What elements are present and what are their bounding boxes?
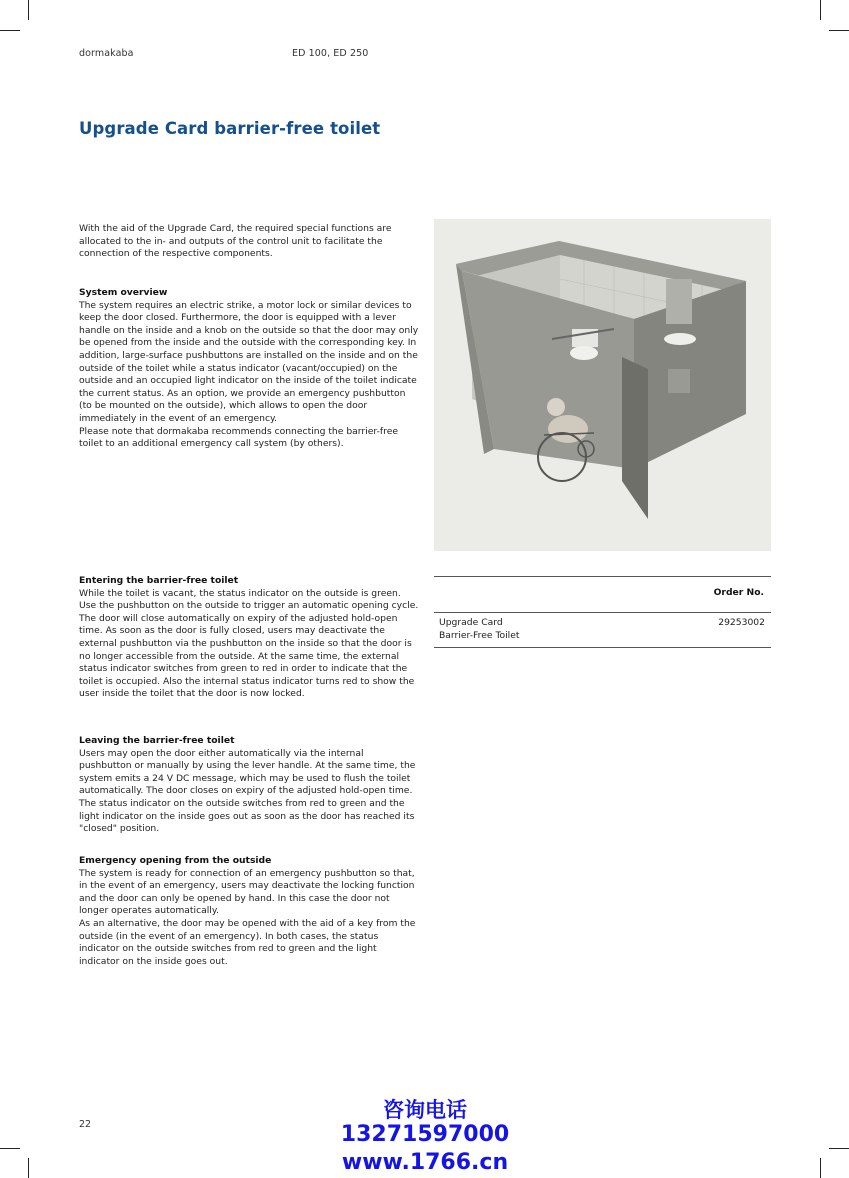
entering-body: While the toilet is vacant, the status indicator on the outside is green. Use the pushbutton on the outside to trigger an automatic opening cycle. The door will close automatically on expiry of the adjusted hold-open time. As soon as the door is fully closed, users may deactivate the external pushbutton via the pushbutton on the inside so that the door is no longer accessible from the outside. At the same time, the external status indicator switches from green to red in order to indicate that the toilet is occupied. Also the internal status indicator turns red to show the user inside the toilet that the door is now locked. <box>79 587 419 700</box>
contact-stamp-line-1: 咨询电话 <box>383 1098 467 1122</box>
order-number: 29253002 <box>718 617 765 628</box>
intro-text: With the aid of the Upgrade Card, the required special functions are allocated to the in- and outputs of the control unit to facilitate the connection of the respective components. <box>79 223 392 260</box>
leaving-heading: Leaving the barrier-free toilet <box>79 735 235 746</box>
order-table <box>434 576 771 648</box>
barrier-free-toilet-illustration <box>434 219 771 551</box>
system-overview-heading: System overview <box>79 287 168 298</box>
emergency-heading: Emergency opening from the outside <box>79 855 272 866</box>
emergency-body-1: The system is ready for connection of an emergency pushbutton so that, in the event of an emergency, users may deactivate the locking function and the door can only be opened by hand. In this case the door not longer operates automatically. <box>79 867 415 917</box>
order-table-header <box>434 577 771 613</box>
system-overview-section <box>79 287 419 451</box>
entering-section <box>79 575 419 701</box>
system-overview-body: The system requires an electric strike, a motor lock or similar devices to keep the door closed. Furthermore, the door is equipped with a lever handle on the inside and a knob on the outside so that the door may only be opened from the inside and the outside with the corresponding key. In addition, large-surface pushbuttons are installed on the inside and on the outside of the toilet while a status indicator (vacant/occupied) on the outside and an occupied light indicator on the inside of the toilet indicate the current status. As an option, we provide an emergency pushbutton (to be mounted on the outside), which allows to open the door immediately in the event of an emergency. <box>79 299 419 424</box>
toilet-room-drawing <box>434 219 771 551</box>
product-name-line-2: Barrier-Free Toilet <box>439 629 520 641</box>
intro-section <box>79 223 419 261</box>
emergency-body-2: As an alternative, the door may be opened with the aid of a key from the outside (in the event of an emergency). In both cases, the status indicator on the outside switches from red to green and the light indicator on the inside goes out. <box>79 917 416 967</box>
table-row <box>434 613 771 648</box>
page-number: 22 <box>79 1119 92 1130</box>
crop-mark <box>0 1148 20 1149</box>
contact-stamp-line-2: 13271597000 <box>340 1122 510 1147</box>
product-name-line-1: Upgrade Card <box>439 617 503 628</box>
header-brand: dormakaba <box>79 48 134 59</box>
leaving-body: Users may open the door either automatically via the internal pushbutton or manually by using the lever handle. At the same time, the system emits a 24 V DC message, which may be used to flush the toilet automatically. The door closes on expiry of the adjusted hold-open time. The status indicator on the outside switches from red to green and the light indicator on the inside goes out as soon as the door has reached its "closed" position. <box>79 747 416 835</box>
product-name <box>439 617 639 642</box>
crop-mark <box>28 0 29 20</box>
entering-heading: Entering the barrier-free toilet <box>79 575 239 586</box>
header-product: ED 100, ED 250 <box>292 48 369 59</box>
order-number-header: Order No. <box>713 587 764 598</box>
leaving-section <box>79 735 419 836</box>
crop-mark <box>829 1148 849 1149</box>
crop-mark <box>0 30 20 31</box>
contact-stamp-line-3: www.1766.cn <box>341 1150 509 1175</box>
crop-mark <box>28 1158 29 1178</box>
crop-mark <box>829 30 849 31</box>
emergency-section <box>79 855 419 968</box>
system-overview-note: Please note that dormakaba recommends connecting the barrier-free toilet to an additional emergency call system (by others). <box>79 425 398 450</box>
page-title: Upgrade Card barrier-free toilet <box>79 119 381 138</box>
crop-mark <box>820 0 821 20</box>
crop-mark <box>820 1158 821 1178</box>
